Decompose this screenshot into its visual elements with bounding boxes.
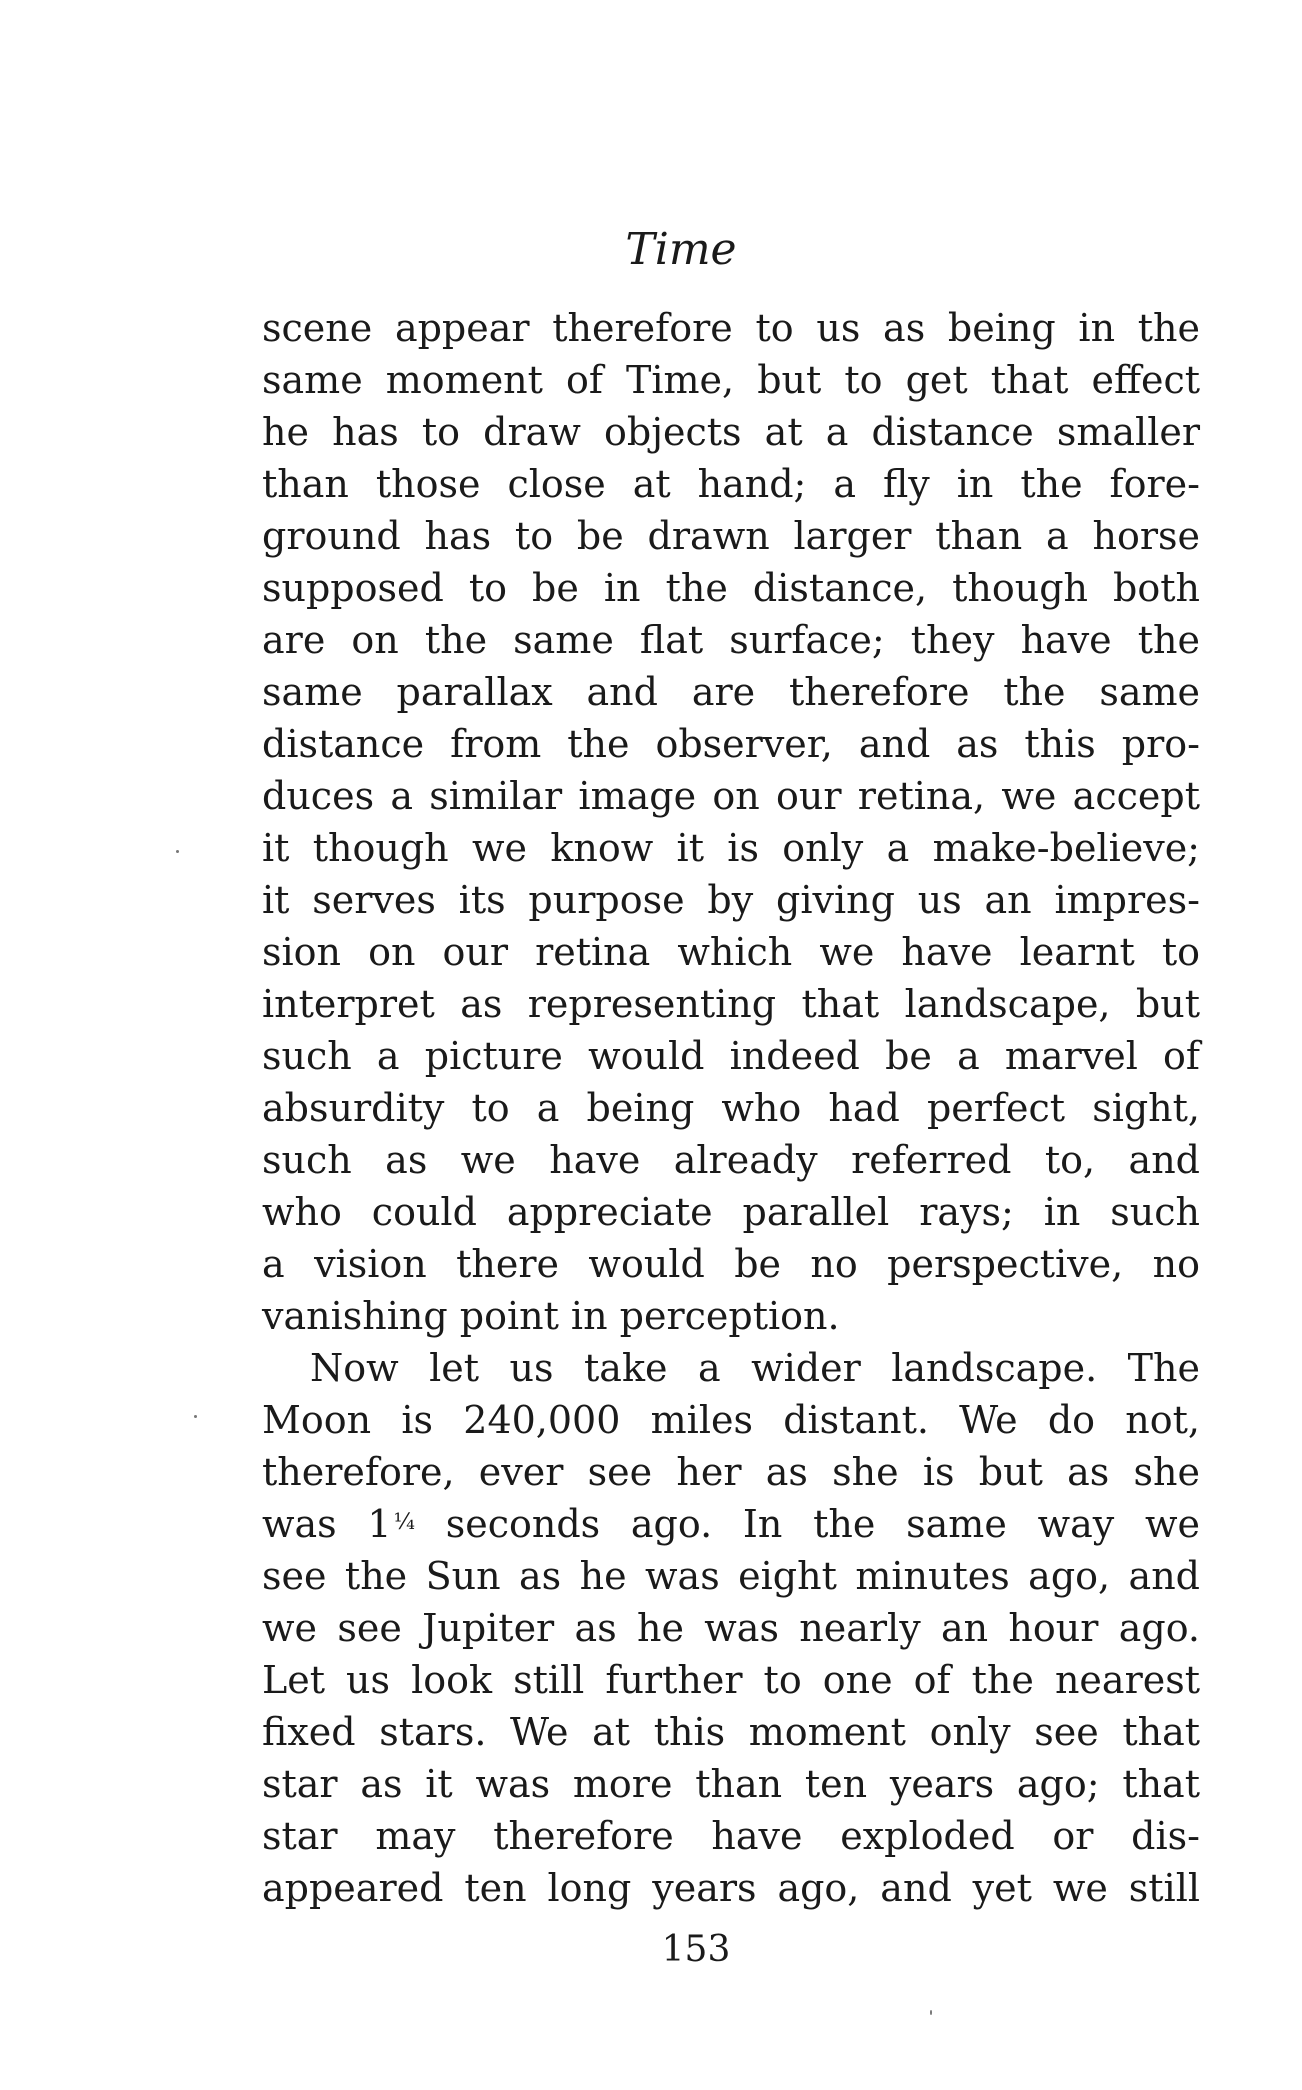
text-line: interpret as representing that landscape, but xyxy=(262,982,1200,1026)
text-line: such as we have already referred to, and xyxy=(262,1138,1200,1182)
text-line: duces a similar image on our retina, we accept xyxy=(262,774,1200,818)
running-head: Time xyxy=(625,224,737,275)
text-line-with-fraction xyxy=(262,1498,1200,1550)
fraction-line-before: was 1 xyxy=(262,1502,392,1546)
text-line: same moment of Time, but to get that effect xyxy=(262,358,1200,402)
text-line: we see Jupiter as he was nearly an hour ago. xyxy=(262,1606,1200,1650)
fraction-line-after: seconds ago. In the same way we xyxy=(414,1502,1200,1546)
text-line: a vision there would be no perspective, no xyxy=(262,1242,1200,1286)
scan-speck xyxy=(176,850,179,853)
text-line: it serves its purpose by giving us an impres- xyxy=(262,878,1200,922)
text-line: it though we know it is only a make-believe; xyxy=(262,826,1200,870)
text-line: ground has to be drawn larger than a horse xyxy=(262,514,1200,558)
text-line: are on the same flat surface; they have the xyxy=(262,618,1200,662)
text-line: such a picture would indeed be a marvel of xyxy=(262,1034,1200,1078)
scan-speck xyxy=(930,2010,932,2015)
text-line: who could appreciate parallel rays; in such xyxy=(262,1190,1200,1234)
page-number: 153 xyxy=(661,1929,731,1970)
text-line: distance from the observer, and as this pro- xyxy=(262,722,1200,766)
text-line: Let us look still further to one of the nearest xyxy=(262,1658,1200,1702)
text-line: see the Sun as he was eight minutes ago, and xyxy=(262,1554,1200,1598)
text-line: supposed to be in the distance, though both xyxy=(262,566,1200,610)
text-line: sion on our retina which we have learnt to xyxy=(262,930,1200,974)
body-text xyxy=(262,302,1200,1914)
text-line: appeared ten long years ago, and yet we still xyxy=(262,1866,1200,1910)
scan-speck xyxy=(194,1415,197,1418)
fraction-quarter: ¼ xyxy=(393,1510,415,1535)
text-line: scene appear therefore to us as being in the xyxy=(262,306,1200,350)
text-line: absurdity to a being who had perfect sight, xyxy=(262,1086,1200,1130)
text-line: Moon is 240,000 miles distant. We do not, xyxy=(262,1398,1200,1442)
text-line: star as it was more than ten years ago; that xyxy=(262,1762,1200,1806)
text-line: than those close at hand; a fly in the fore- xyxy=(262,462,1200,506)
text-line: fixed stars. We at this moment only see that xyxy=(262,1710,1200,1754)
text-line: star may therefore have exploded or dis- xyxy=(262,1814,1200,1858)
text-line: vanishing point in perception. xyxy=(262,1294,840,1338)
text-line: same parallax and are therefore the same xyxy=(262,670,1200,714)
text-line: Now let us take a wider landscape. The xyxy=(310,1346,1200,1390)
text-line: therefore, ever see her as she is but as she xyxy=(262,1450,1200,1494)
text-line: he has to draw objects at a distance smaller xyxy=(262,410,1200,454)
